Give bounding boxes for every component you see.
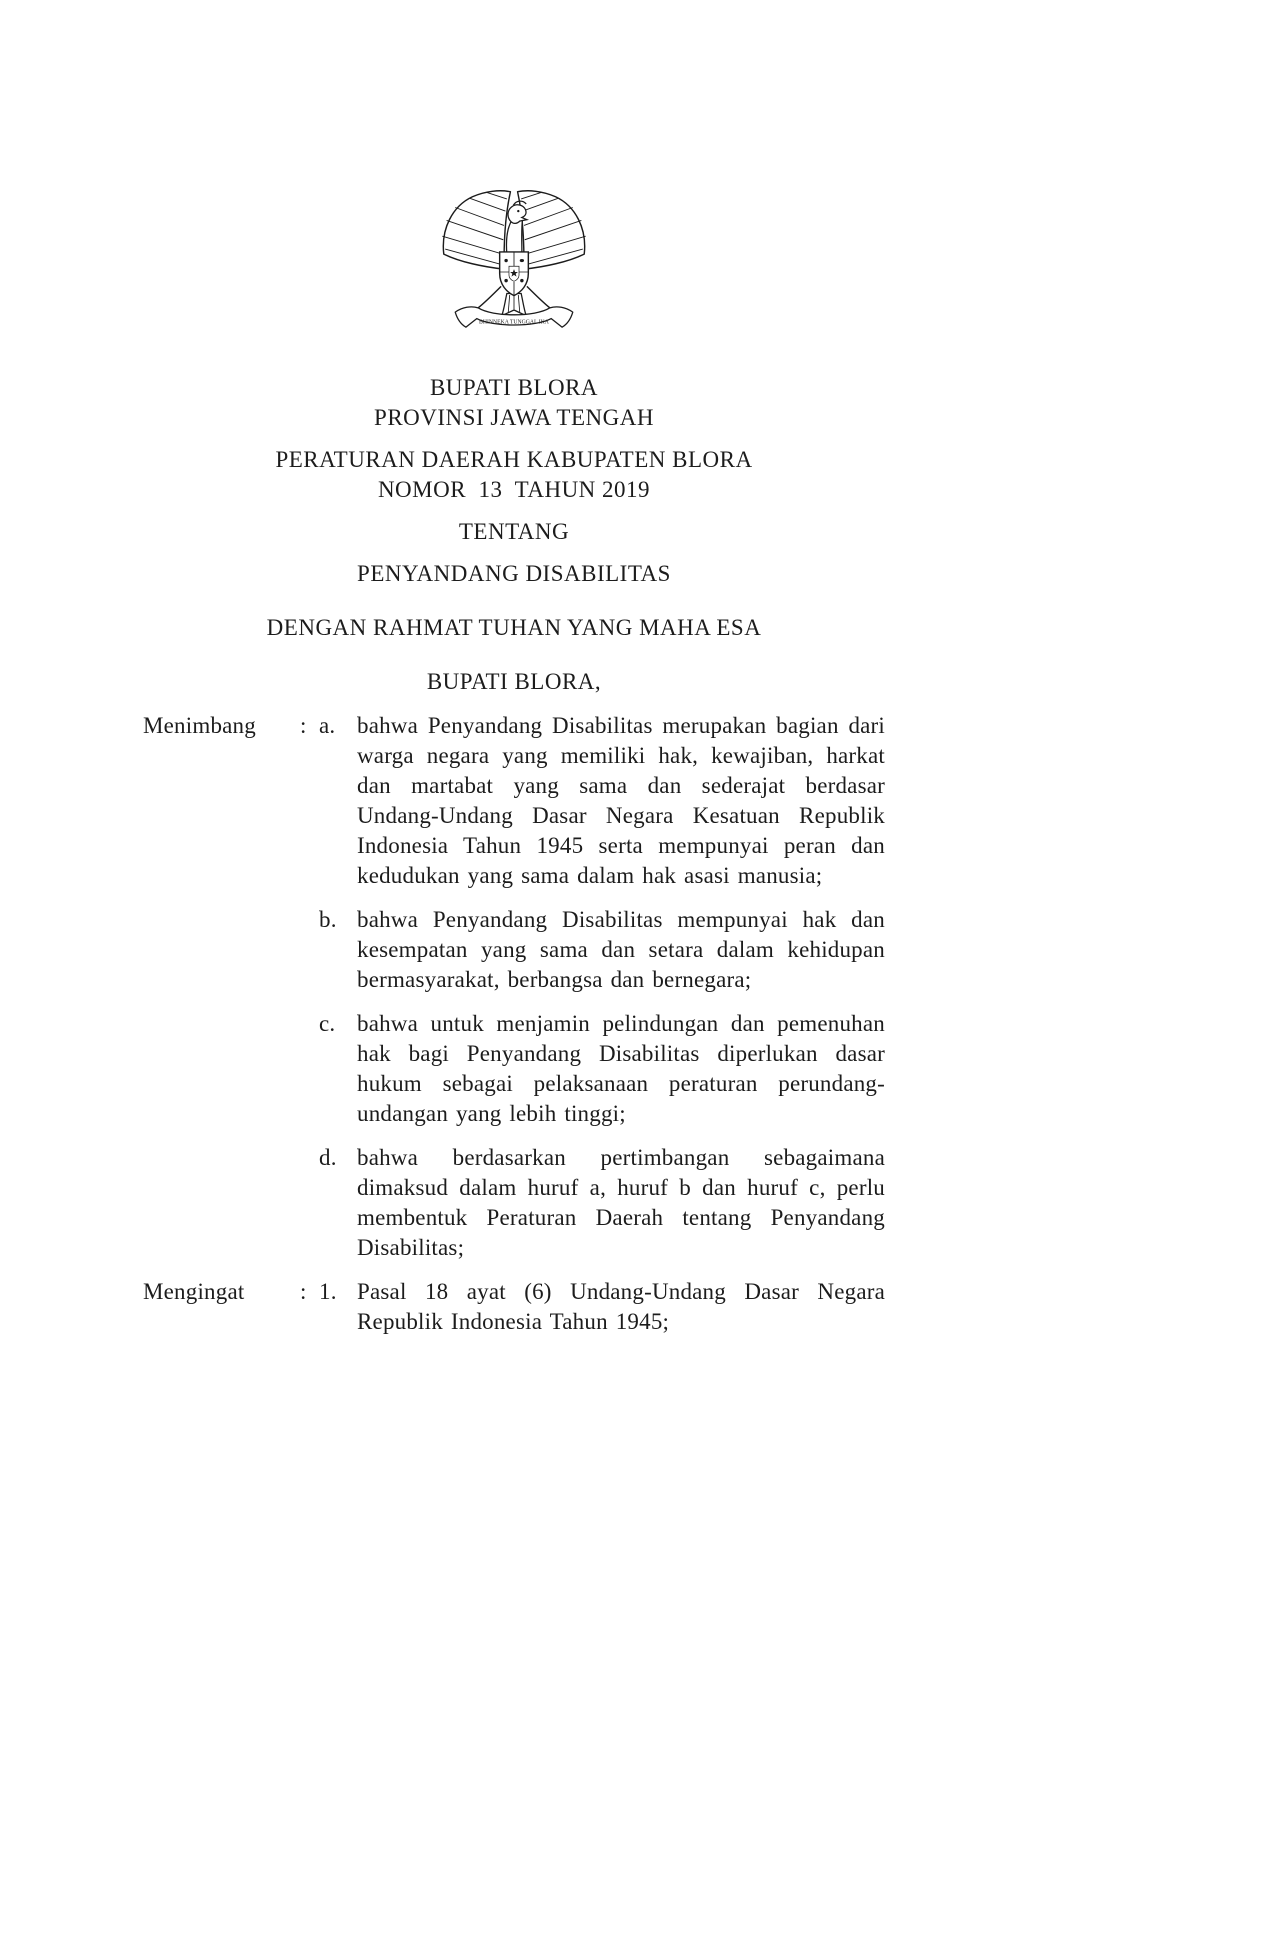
clause-marker: d. (319, 1145, 337, 1170)
clause-text: bahwa Penyandang Disabilitas mempunyai hak dan kesempatan yang sama dan setara dalam kehidupan bermasyarakat, berbangsa dan bernegara; (357, 907, 885, 992)
clause-text: bahwa Penyandang Disabilitas merupakan bagian dari warga negara yang memiliki hak, kewajiban, harkat dan martabat yang sama dan sederajat berdasar Undang-Undang Dasar Negara Kesatuan Republik Indonesia Tahun 1945 serta mempunyai peran dan kedudukan yang sama dalam hak asasi manusia; (357, 713, 885, 888)
clause-row (143, 711, 885, 891)
garuda-pancasila-emblem (435, 186, 593, 358)
clause-row (143, 1143, 885, 1263)
section-label: Mengingat (143, 1279, 245, 1304)
emblem-motto-text: BHINNEKA TUNGGAL IKA (479, 319, 549, 326)
clause-text: bahwa berdasarkan pertimbangan sebagaimana dimaksud dalam huruf a, huruf b dan huruf c, perlu membentuk Peraturan Daerah tentang Penyandang Disabilitas; (357, 1145, 885, 1260)
about-label: TENTANG (458, 519, 570, 544)
regulation-title: PERATURAN DAERAH KABUPATEN BLORA (275, 447, 753, 472)
mengingat-section (143, 1277, 885, 1337)
clause-text: bahwa untuk menjamin pelindungan dan pemenuhan hak bagi Penyandang Disabilitas diperlukan dasar hukum sebagai pelaksanaan peraturan perundang-undangan yang lebih tinggi; (357, 1011, 885, 1126)
emblem-container (143, 186, 885, 363)
section-colon: : (300, 1279, 307, 1304)
province-title: PROVINSI JAWA TENGAH (374, 405, 654, 430)
invocation-line: DENGAN RAHMAT TUHAN YANG MAHA ESA (266, 615, 762, 640)
section-label: Menimbang (143, 713, 256, 738)
regulation-subject: PENYANDANG DISABILITAS (357, 561, 671, 586)
authority-title: BUPATI BLORA (429, 375, 599, 400)
clause-marker: a. (319, 713, 336, 738)
clause-row (143, 1277, 885, 1337)
clause-row (143, 905, 885, 995)
menimbang-section (143, 711, 885, 1263)
document-content (143, 0, 885, 1337)
clause-marker: b. (319, 907, 337, 932)
clause-text: Pasal 18 ayat (6) Undang-Undang Dasar Negara Republik Indonesia Tahun 1945; (357, 1279, 885, 1334)
clause-marker: c. (319, 1011, 336, 1036)
clause-marker: 1. (319, 1279, 337, 1304)
regulation-number: NOMOR 13 TAHUN 2019 (377, 477, 651, 502)
clause-row (143, 1009, 885, 1129)
section-colon: : (300, 713, 307, 738)
issuer-line: BUPATI BLORA, (426, 669, 602, 694)
